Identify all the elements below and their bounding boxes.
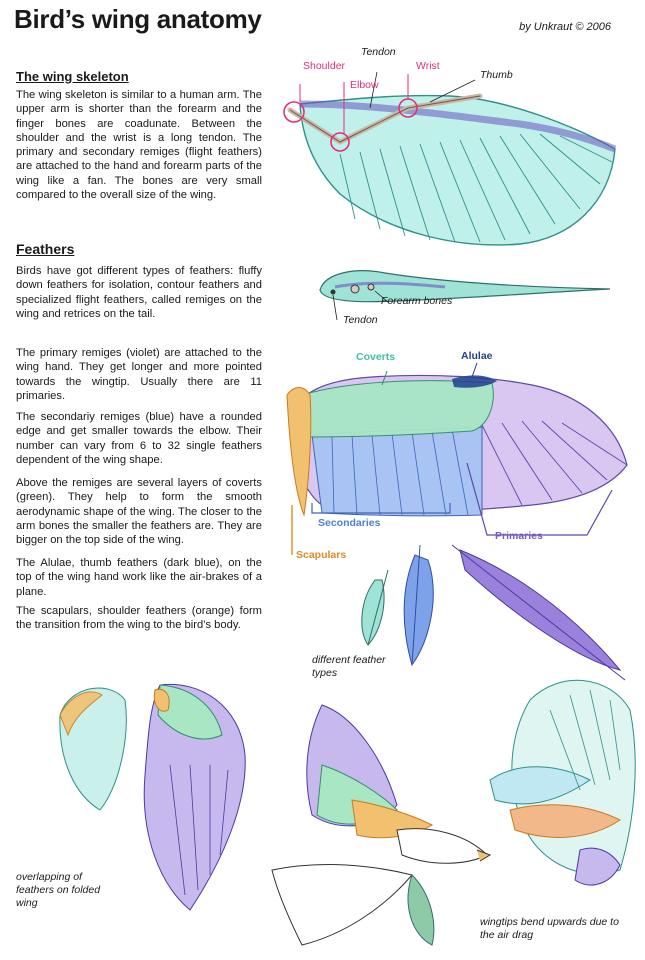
wing-skeleton-illustration: [280, 44, 630, 249]
label-primaries: Primaries: [495, 530, 543, 542]
label-shoulder: Shoulder: [303, 60, 346, 72]
feathers-paragraph-primaries: The primary remiges (violet) are attached to the wing hand. They get longer and more pointed towards the wingtip. Usually there are 11 primaries.: [16, 347, 262, 402]
wing-cross-section-illustration: [315, 265, 615, 315]
caption-wingtips: wingtips bend upwards due to the air drag: [480, 916, 619, 941]
feathers-paragraph-scapulars: The scapulars, shoulder feathers (orange) form the transition from the wing to the bird’s body.: [16, 605, 262, 632]
feathers-paragraph-down: Birds have got different types of feathers: fluffy down feathers for isolation, contour feathers and specialized flight feathers, called remiges on the wing and retrices on the tail.: [16, 265, 262, 320]
label-tendon: Tendon: [361, 46, 396, 58]
label-coverts: Coverts: [356, 351, 396, 363]
eagle-flight-illustration: [262, 695, 492, 950]
feathers-paragraph-alulae: The Alulae, thumb feathers (dark blue), on the top of the wing hand work like the air-brakes of a plane.: [16, 557, 262, 598]
down-feather: [362, 570, 388, 645]
feathers-paragraph-coverts: Above the remiges are several layers of coverts (green). They help to form the smooth aerodynamic shape of the wing. The closer to the arm bones the smaller the feathers are. They are bigger on the top side of the wing.: [16, 477, 262, 547]
label-thumb: Thumb: [480, 69, 513, 81]
wingtips-bend-illustration: [470, 670, 640, 910]
label-alulae: Alulae: [461, 350, 493, 362]
section-heading-skeleton: The wing skeleton: [16, 69, 129, 84]
label-forearm-bones: Forearm bones: [381, 295, 453, 307]
caption-feather-types: different feather types: [312, 654, 386, 679]
label-elbow: Elbow: [350, 79, 379, 91]
skeleton-paragraph: The wing skeleton is similar to a human arm. The upper arm is shorter than the forearm and the finger bones are coadunate. Between the shoulder and the wrist is a long tendon. The primary and secondary remiges (flight feathers) are attached to the hand and forearm parts of the wing like a fan. The bones are very small compared to the overall size of the wing.: [16, 89, 262, 202]
author-credit: by Unkraut © 2006: [519, 21, 611, 33]
label-scapulars: Scapulars: [296, 549, 347, 561]
caption-folded-wing: overlapping of feathers on folded wing: [16, 871, 101, 909]
section-heading-feathers: Feathers: [16, 241, 75, 257]
feathers-paragraph-secondaries: The secondariy remiges (blue) have a rounded edge and get smaller towards the elbow. Their number can vary from 6 to 32 single feathers dependent of the wing shape.: [16, 411, 262, 466]
label-wrist: Wrist: [416, 60, 440, 72]
label-cross-section-tendon: Tendon: [343, 314, 378, 326]
label-secondaries: Secondaries: [318, 517, 381, 529]
page-title: Bird’s wing anatomy: [14, 4, 262, 34]
